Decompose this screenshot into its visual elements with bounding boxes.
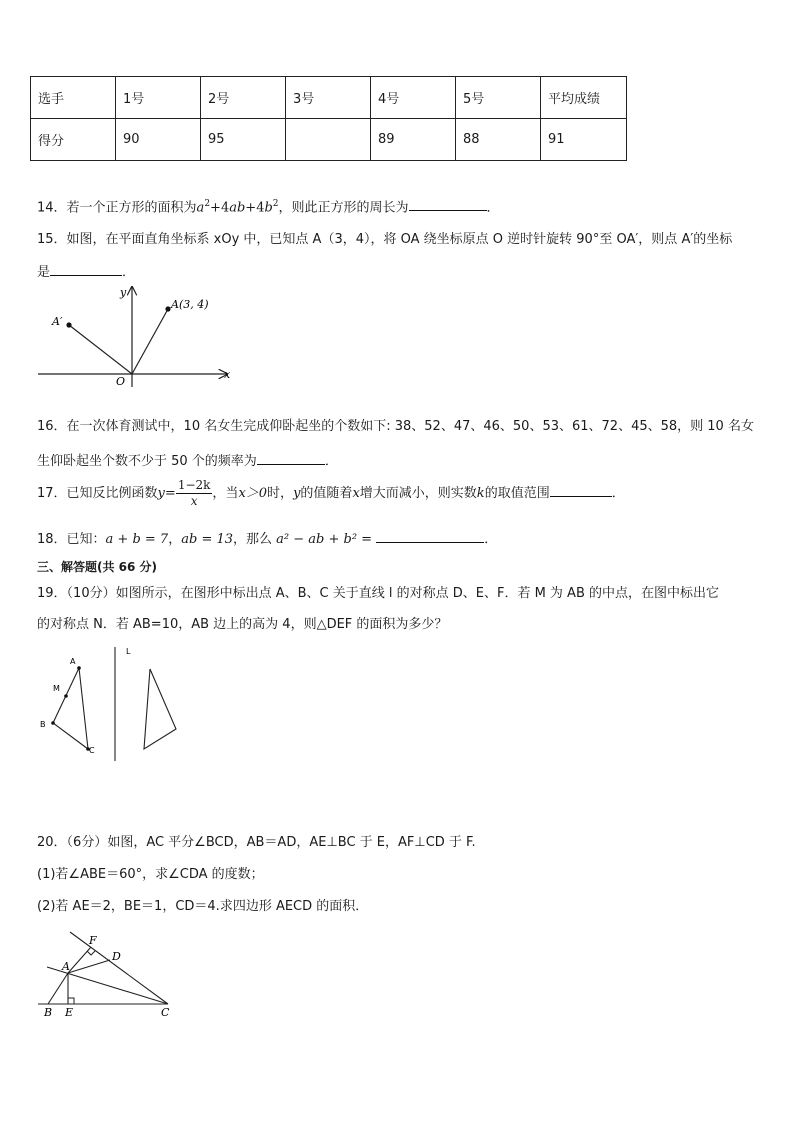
question-20-line1: 20．（6分）如图，AC 平分∠BCD，AB＝AD，AE⊥BC 于 E，AF⊥CD 于 F.	[37, 835, 476, 850]
right-angle-f	[87, 951, 95, 955]
label-a: A	[62, 960, 70, 973]
q17-y: y	[157, 486, 165, 501]
q14-sup: 2	[204, 199, 211, 209]
question-19-line1: 19．（10分）如图所示，在图形中标出点 A、B、C 关于直线 l 的对称点 D、E、F．若 M 为 AB 的中点，在图中标出它	[37, 586, 720, 601]
question-16-line2	[37, 450, 338, 471]
q17-answer-blank[interactable]	[550, 482, 612, 497]
triangle-right	[144, 669, 176, 749]
table-cell: 88	[456, 119, 541, 161]
table-cell: 平均成绩	[541, 77, 627, 119]
q14-expr-b: b	[264, 200, 273, 216]
q15-prefix: 是	[37, 265, 51, 280]
question-18	[37, 528, 497, 549]
label-d: D	[112, 950, 121, 963]
label-a-prime: A′	[52, 315, 63, 328]
label-f: F	[89, 934, 97, 947]
q17-end: ．	[611, 486, 625, 501]
q15-end: ．	[122, 265, 136, 280]
right-angle-e	[68, 998, 74, 1004]
q14-prefix: 14．若一个正方形的面积为	[37, 200, 197, 216]
q17-mid3: 的值随着	[300, 486, 353, 501]
q15-answer-blank[interactable]	[50, 261, 122, 276]
label-m: M	[53, 684, 60, 693]
label-x: x	[224, 368, 231, 381]
q17-denominator: x	[190, 494, 198, 508]
q18-expr2: ab = 13	[181, 532, 234, 547]
point-a	[165, 306, 170, 311]
q17-eq: =	[164, 486, 176, 501]
q17-fraction	[176, 478, 213, 509]
table-cell: 89	[371, 119, 456, 161]
label-l: L	[126, 647, 131, 656]
q17-numerator: 1−2k	[177, 478, 211, 492]
table-cell-empty[interactable]	[286, 119, 371, 161]
segment-oa-prime	[69, 325, 132, 374]
q16-answer-blank[interactable]	[257, 450, 325, 465]
q14-expr-mid2: +4	[245, 200, 265, 216]
label-o: O	[116, 375, 126, 388]
q18-end: ．	[484, 532, 498, 547]
triangle-abc	[53, 668, 88, 749]
label-e: E	[65, 1006, 74, 1019]
question-20-line3: (2)若 AE＝2，BE＝1，CD＝4.求四边形 AECD 的面积．	[37, 899, 369, 914]
question-14	[37, 195, 500, 217]
point-b	[51, 721, 55, 725]
q20-figure	[34, 927, 184, 1021]
label-c: C	[161, 1006, 170, 1019]
q14-end: ．	[486, 200, 500, 216]
score-table	[30, 76, 627, 161]
label-b: B	[40, 720, 46, 729]
q17-cond: x＞0	[238, 486, 268, 501]
question-16-line1: 16．在一次体育测试中，10 名女生完成仰卧起坐的个数如下: 38、52、47、46、50、53、61、72、45、58，则 10 名女	[37, 419, 754, 434]
q17-y2: y	[293, 486, 301, 501]
segment-oa	[132, 309, 168, 374]
q14-expr-ab: ab	[229, 200, 246, 216]
q14-sup-b: 2	[272, 199, 279, 209]
point-a-prime	[66, 322, 71, 327]
table-row	[31, 77, 627, 119]
table-cell: 4号	[371, 77, 456, 119]
table-cell: 选手	[31, 77, 116, 119]
question-15-line1: 15．如图，在平面直角坐标系 xOy 中，已知点 A（3，4），将 OA 绕坐标原点 O 逆时针旋转 90°至 OA′，则点 A′的坐标	[37, 232, 733, 247]
q16-end: ．	[324, 454, 338, 469]
q18-prefix: 18．已知：	[37, 532, 106, 547]
label-a: A(3, 4)	[171, 298, 209, 311]
label-b: B	[44, 1006, 53, 1019]
label-c: C	[89, 746, 95, 755]
label-a: A	[70, 657, 76, 666]
table-cell: 3号	[286, 77, 371, 119]
table-cell: 95	[201, 119, 286, 161]
q18-sep: ，	[168, 532, 182, 547]
q18-answer-blank[interactable]	[376, 528, 484, 543]
q14-expr-a: a	[196, 200, 205, 216]
q17-x2: x	[352, 486, 360, 501]
point-a	[77, 666, 81, 670]
q17-mid2: 时，	[267, 486, 294, 501]
question-17	[37, 478, 625, 509]
q15-figure	[34, 283, 244, 391]
q17-prefix: 17．已知反比例函数	[37, 486, 158, 501]
table-cell: 得分	[31, 119, 116, 161]
q18-expr1: a + b = 7	[105, 532, 169, 547]
table-cell: 2号	[201, 77, 286, 119]
q17-k: k	[476, 486, 485, 501]
question-20-line2: (1)若∠ABE＝60°，求∠CDA 的度数；	[37, 867, 264, 882]
q14-answer-blank[interactable]	[409, 196, 487, 211]
table-cell: 90	[116, 119, 201, 161]
label-y: y	[120, 286, 127, 299]
question-15-line2	[37, 261, 135, 282]
q17-mid1: ，当	[212, 486, 239, 501]
table-cell: 1号	[116, 77, 201, 119]
q14-suffix: ，则此正方形的周长为	[278, 200, 409, 216]
section-heading: 三、解答题(共 66 分)	[37, 560, 158, 574]
q16-prefix: 生仰卧起坐个数不少于 50 个的频率为	[37, 454, 257, 469]
table-row	[31, 119, 627, 161]
q17-mid4: 增大而减小，则实数	[359, 486, 477, 501]
line-ab	[48, 973, 68, 1004]
point-m	[64, 694, 68, 698]
table-cell: 5号	[456, 77, 541, 119]
q14-expr-mid1: +4	[210, 200, 230, 216]
q17-mid5: 的取值范围	[484, 486, 550, 501]
table-cell: 91	[541, 119, 627, 161]
q18-mid: ，那么	[233, 532, 273, 547]
q18-expr3: a² − ab + b² =	[276, 532, 373, 547]
question-19-line2: 的对称点 N．若 AB=10，AB 边上的高为 4，则△DEF 的面积为多少？	[37, 617, 448, 632]
q19-figure	[34, 643, 184, 765]
